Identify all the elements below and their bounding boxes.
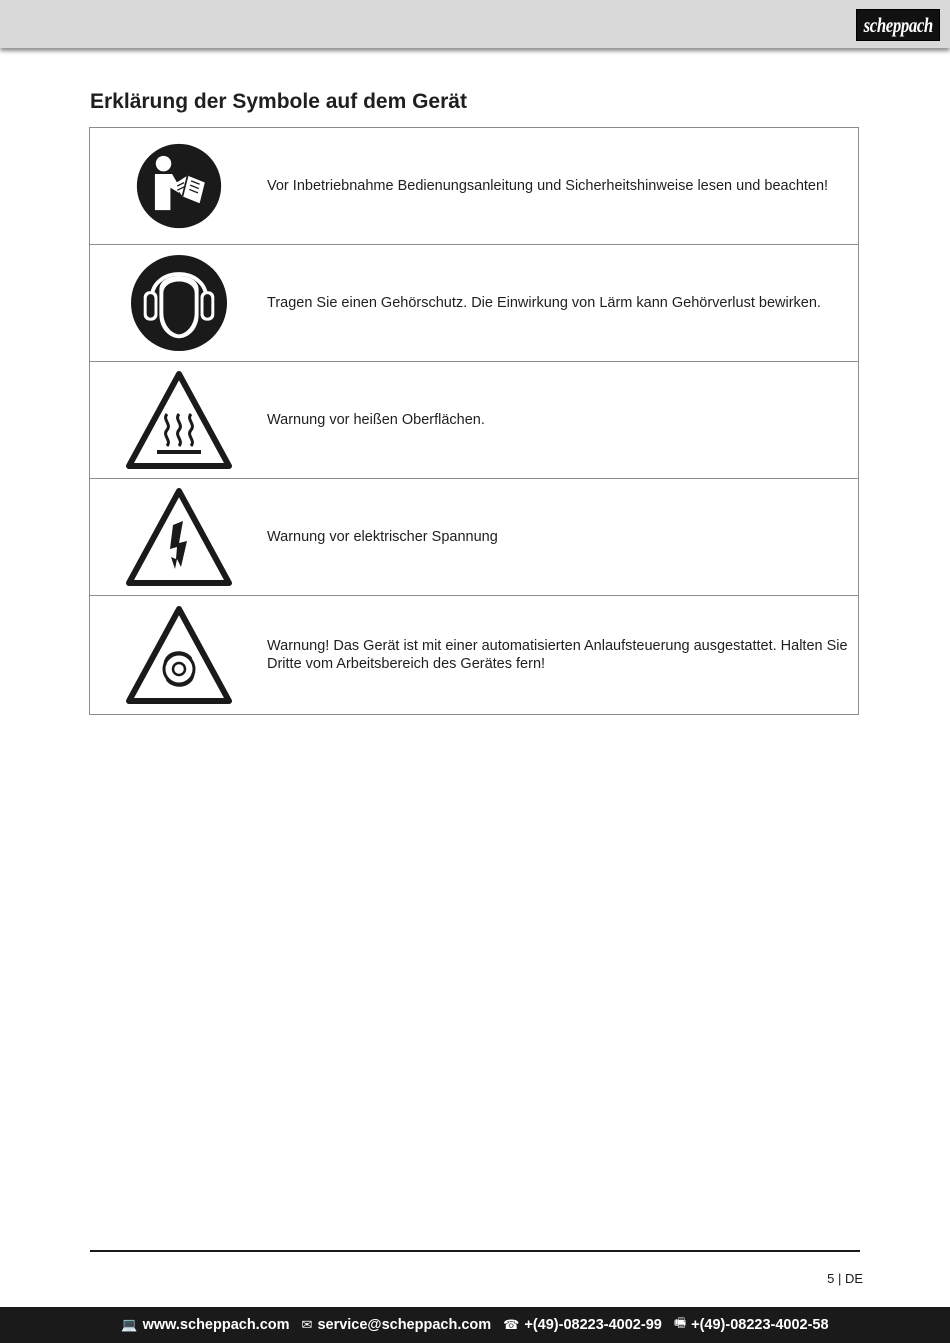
computer-icon: 💻 xyxy=(121,1317,138,1332)
phone-icon: ☎ xyxy=(503,1317,520,1332)
symbol-description: Vor Inbetriebnahme Bedienungsanleitung und Sicherheitshinweise lesen und beachten! xyxy=(267,178,829,194)
header-bar xyxy=(0,0,950,48)
phone-number: +(49)-08223-4002-99 xyxy=(524,1317,662,1333)
read-manual-icon xyxy=(136,143,222,229)
symbol-row xyxy=(90,479,858,596)
footer-fax xyxy=(674,1314,829,1336)
automatic-start-warning-icon xyxy=(125,605,233,705)
fax-icon: 🖷 xyxy=(673,1315,687,1330)
symbol-description: Warnung vor elektrischer Spannung xyxy=(267,529,498,545)
page-number: 5 | DE xyxy=(827,1271,863,1286)
mail-icon: ✉ xyxy=(301,1317,313,1332)
symbol-description: Tragen Sie einen Gehörschutz. Die Einwirkung von Lärm kann Gehörverlust bewirken. xyxy=(267,295,821,311)
email-link[interactable]: service@scheppach.com xyxy=(317,1317,492,1333)
hot-surface-warning-icon xyxy=(125,370,233,470)
symbol-row xyxy=(90,128,858,245)
fax-number: +(49)-08223-4002-58 xyxy=(691,1317,829,1333)
symbol-row xyxy=(90,596,858,714)
symbol-table xyxy=(89,127,859,715)
scheppach-logo xyxy=(856,9,940,41)
footer-phone xyxy=(503,1317,662,1333)
footer-email[interactable] xyxy=(302,1317,492,1333)
symbol-row xyxy=(90,245,858,362)
footer-bar xyxy=(0,1307,950,1343)
footer-website[interactable] xyxy=(121,1317,289,1333)
logo-text: scheppach xyxy=(863,12,933,37)
electric-voltage-warning-icon xyxy=(125,487,233,587)
website-link[interactable]: www.scheppach.com xyxy=(142,1317,290,1333)
symbol-row xyxy=(90,362,858,479)
footer-divider xyxy=(90,1250,860,1252)
symbol-description: Warnung! Das Gerät ist mit einer automatisierten Anlaufsteuerung ausgestattet. Halten Sie Dritte vom Arbeitsbereich des Gerätes fern! xyxy=(267,638,848,672)
symbol-description: Warnung vor heißen Oberflächen. xyxy=(267,412,485,428)
page-title: Erklärung der Symbole auf dem Gerät xyxy=(90,90,467,113)
hearing-protection-icon xyxy=(130,254,228,352)
